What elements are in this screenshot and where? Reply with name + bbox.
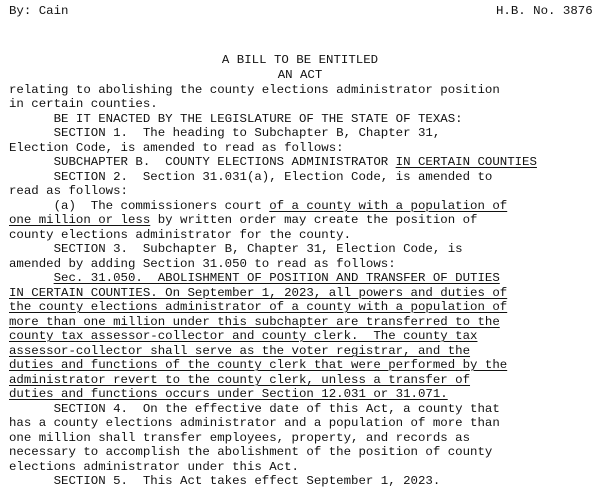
- new-section-line-2: IN CERTAIN COUNTIES. On September 1, 2023, all powers and duties of: [9, 286, 508, 300]
- section-2-line-2: read as follows:: [9, 184, 128, 198]
- new-section-line-9: duties and functions occurs under Section 12.031 or 31.071.: [9, 387, 448, 401]
- section-2-subsection-a-line-2: [9, 213, 477, 228]
- section-1-line-1: SECTION 1. The heading to Subchapter B, Chapter 31,: [9, 126, 441, 140]
- subsection-a-text: by written order may create the position of: [150, 213, 478, 227]
- added-text: one million or less: [9, 213, 151, 227]
- caption-line-1: relating to abolishing the county elections administrator position: [9, 83, 500, 97]
- section-4-line-4: necessary to accomplish the abolishment of the position of county: [9, 445, 493, 459]
- section-1-line-2: Election Code, is amended to read as follows:: [9, 141, 344, 155]
- new-section-line-1: [9, 271, 500, 286]
- added-text: of a county with a population of: [269, 199, 508, 213]
- section-3-line-1: SECTION 3. Subchapter B, Chapter 31, Election Code, is: [9, 242, 463, 256]
- bill-title-line-2: AN ACT: [277, 68, 323, 82]
- indent: [9, 271, 54, 285]
- section-4-line-5: elections administrator under this Act.: [9, 460, 299, 474]
- added-text: Sec. 31.050. ABOLISHMENT OF POSITION AND TRANSFER OF DUTIES: [53, 271, 500, 285]
- enacting-clause: BE IT ENACTED BY THE LEGISLATURE OF THE STATE OF TEXAS:: [9, 112, 463, 126]
- subchapter-heading: [9, 155, 537, 170]
- new-section-line-4: more than one million under this subchapter are transferred to the: [9, 315, 500, 329]
- section-2-subsection-a-line-3: county elections administrator for the county.: [9, 228, 352, 242]
- new-section-line-5: county tax assessor-collector and county clerk. The county tax: [9, 329, 478, 343]
- subchapter-heading-text: SUBCHAPTER B. COUNTY ELECTIONS ADMINISTRATOR: [9, 155, 396, 169]
- bill-author: By: Cain: [9, 4, 69, 18]
- new-section-line-7: duties and functions of the county clerk that were performed by the: [9, 358, 508, 372]
- new-section-line-8: administrator revert to the county clerk, unless a transfer of: [9, 373, 471, 387]
- section-5-line-1: SECTION 5. This Act takes effect September 1, 2023.: [9, 474, 441, 488]
- new-section-line-6: assessor-collector shall serve as the voter registrar, and the: [9, 344, 471, 358]
- new-section-line-3: the county elections administrator of a county with a population of: [9, 300, 508, 314]
- section-3-line-2: amended by adding Section 31.050 to read as follows:: [9, 257, 396, 271]
- caption-line-2: in certain counties.: [9, 97, 158, 111]
- added-text: IN CERTAIN COUNTIES: [395, 155, 537, 169]
- section-4-line-3: one million shall transfer employees, property, and records as: [9, 431, 471, 445]
- section-4-line-1: SECTION 4. On the effective date of this Act, a county that: [9, 402, 500, 416]
- bill-title-line-1: A BILL TO BE ENTITLED: [221, 53, 379, 67]
- section-2-line-1: SECTION 2. Section 31.031(a), Election Code, is amended to: [9, 170, 493, 184]
- section-2-subsection-a-line-1: [9, 199, 507, 214]
- bill-number: H.B. No. 3876: [496, 4, 593, 18]
- subsection-a-text: (a) The commissioners court: [9, 199, 270, 213]
- section-4-line-2: has a county elections administrator and a population of more than: [9, 416, 500, 430]
